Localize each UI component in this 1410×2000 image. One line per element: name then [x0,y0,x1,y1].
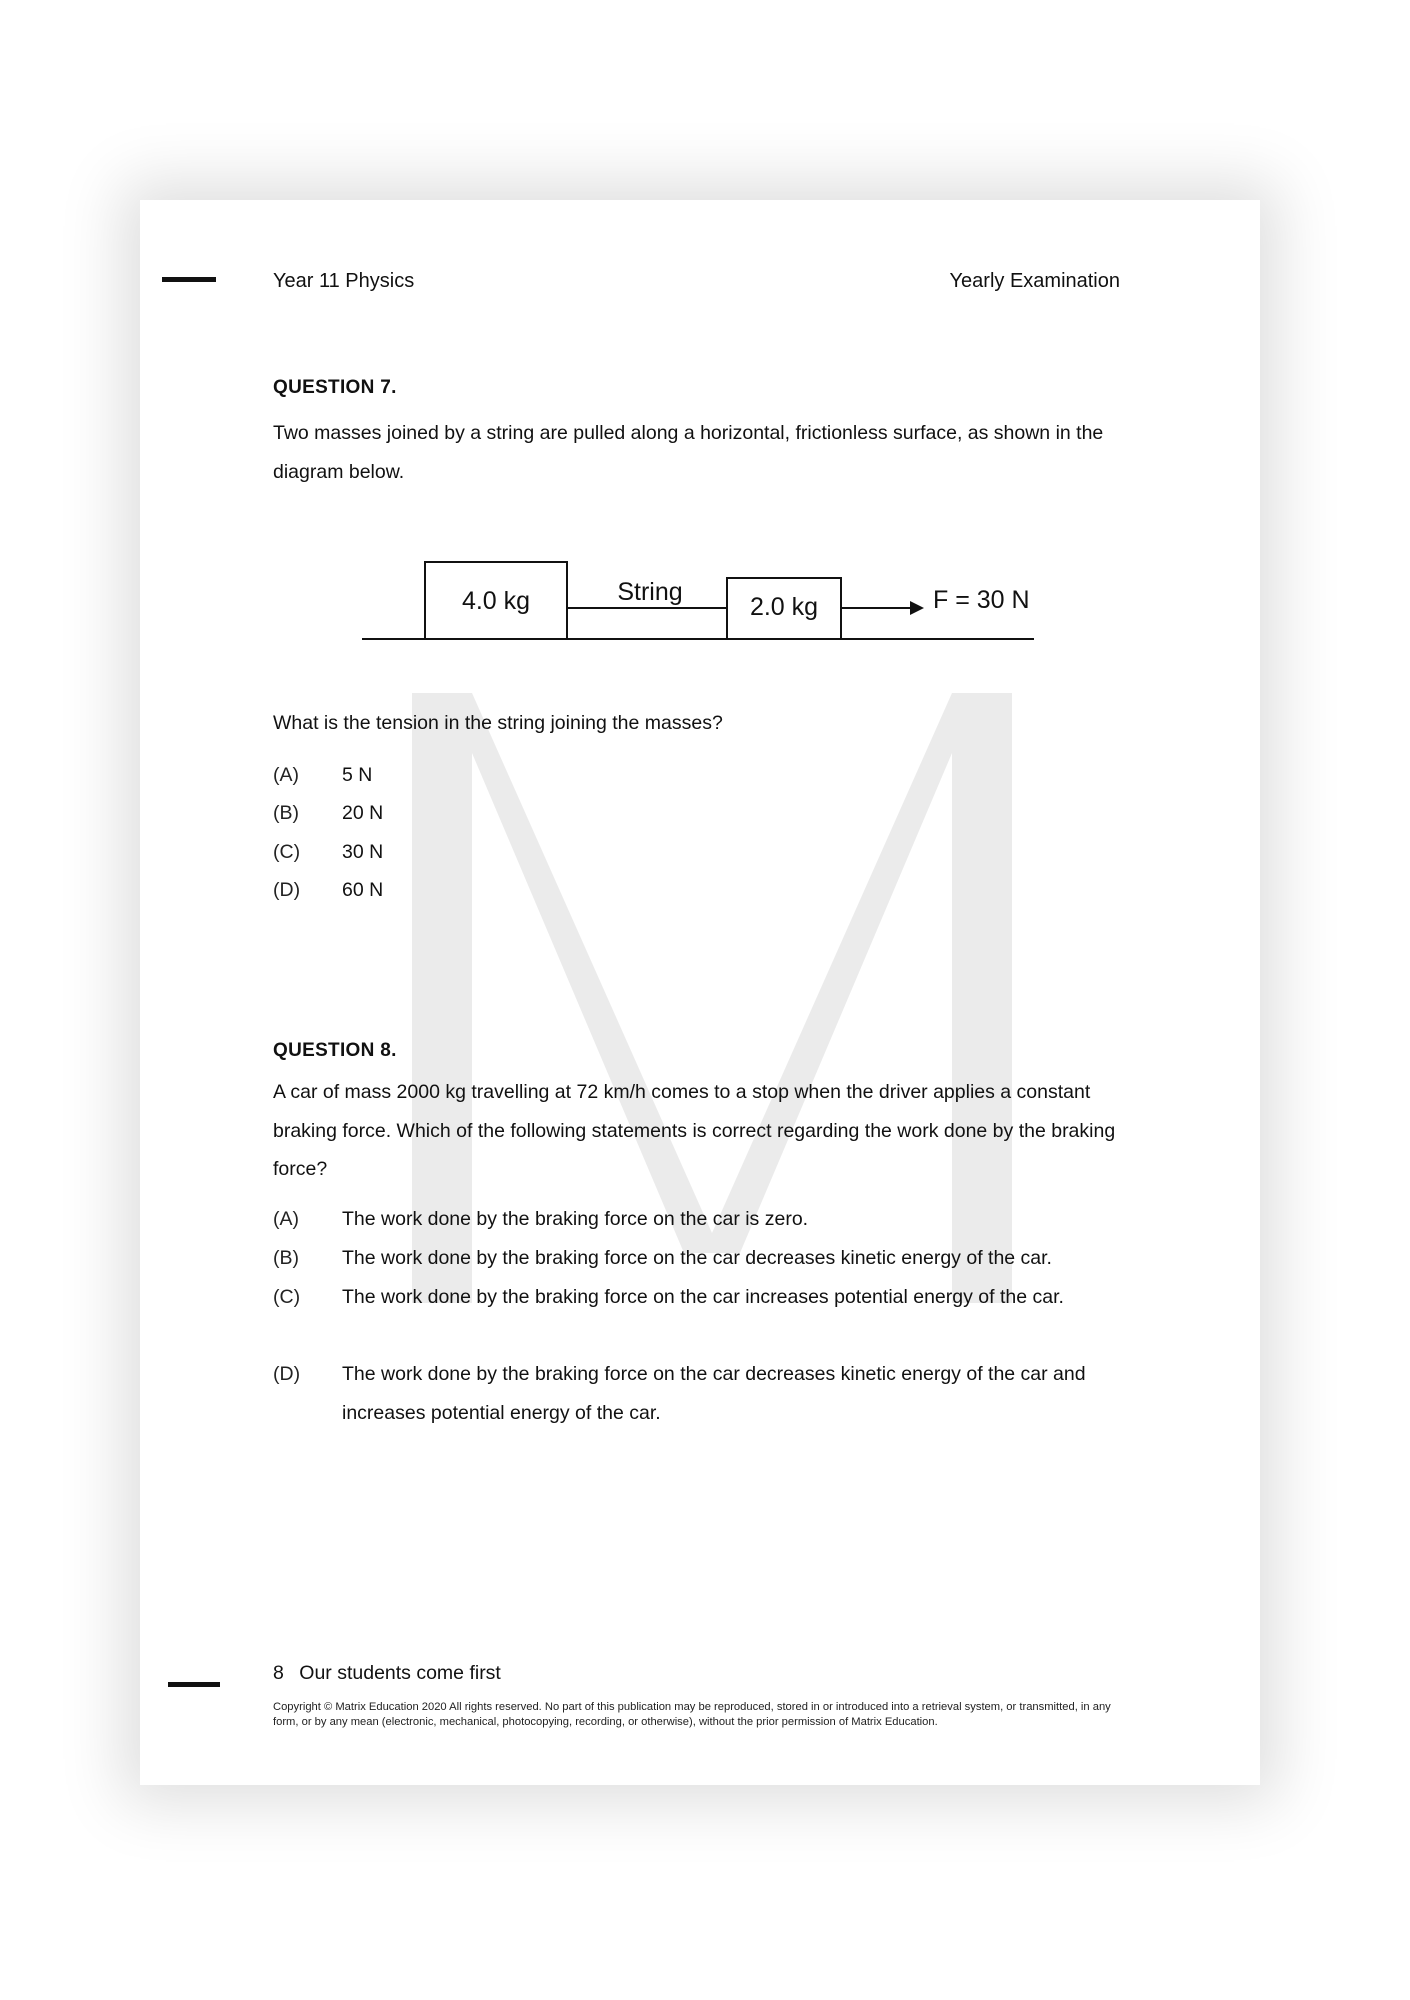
option-text: The work done by the braking force on the car decreases kinetic energy of the car. [342,1247,1052,1269]
footer-tagline: Our students come first [299,1662,501,1684]
option-label: (D) [273,879,301,901]
header-exam: Yearly Examination [949,270,1120,292]
option-text: 60 N [342,879,384,901]
option-label: (C) [273,841,301,863]
option-label: (C) [273,1286,301,1308]
option-text: The work done by the braking force on the car decreases kinetic energy of the car and increases potential energy of the car. [342,1363,1086,1424]
option-label: (A) [273,1208,299,1230]
option-label: (A) [273,764,299,786]
question-7-prompt: What is the tension in the string joining the masses? [273,712,723,734]
option-label: (D) [273,1363,301,1385]
masses-diagram [362,558,1062,668]
string-label: String [617,578,683,606]
mass-1-label: 4.0 kg [461,587,531,615]
option-text: The work done by the braking force on the car increases potential energy of the car. [342,1286,1064,1308]
force-arrow-head [910,601,924,615]
question-8-stem: A car of mass 2000 kg travelling at 72 km/h comes to a stop when the driver applies a constant braking force. Which of the following statements is correct regarding the work done by the braking force? [273,1081,1116,1180]
page-number: 8 [273,1662,284,1684]
option-text: 30 N [342,841,384,863]
header-course: Year 11 Physics [273,270,415,292]
option-label: (B) [273,802,299,824]
question-8-title: QUESTION 8. [273,1040,397,1061]
margin-dash-top [162,277,216,282]
copyright-notice: Copyright © Matrix Education 2020 All rights reserved. No part of this publication may be reproduced, stored in or introduced into a retrieval system, or transmitted, in any form, or by any mean (electronic, mechanical, photocopying, recording, or otherwise), without the prior permission of Matrix Education. [273,1701,1111,1728]
question-7-title: QUESTION 7. [273,377,397,398]
option-text: 20 N [342,802,384,824]
option-text: 5 N [342,764,373,786]
exam-page [140,200,1260,1785]
mass-2-label: 2.0 kg [749,593,819,621]
force-label: F = 30 N [933,586,1030,614]
page-footer [273,1662,501,1685]
margin-dash-bottom [168,1682,220,1687]
question-7-stem: Two masses joined by a string are pulled along a horizontal, frictionless surface, as shown in the diagram below. [273,422,1104,483]
option-text: The work done by the braking force on the car is zero. [342,1208,809,1230]
option-label: (B) [273,1247,299,1269]
